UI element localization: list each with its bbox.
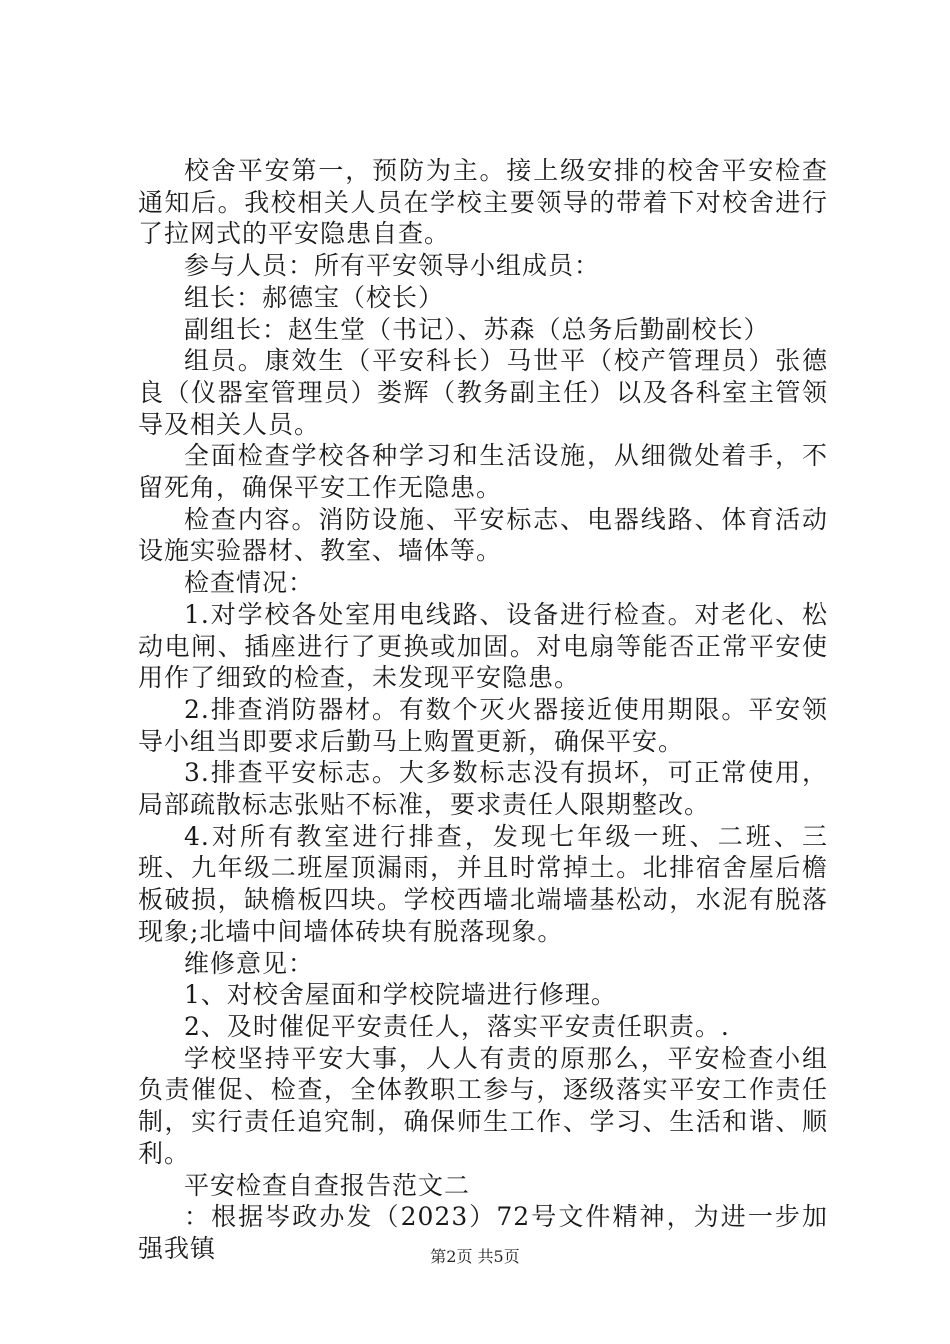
paragraph: 维修意见： xyxy=(184,948,315,978)
paragraph: 组长：郝德宝（校长） xyxy=(184,282,445,312)
paragraph: 1、对校舍屋面和学校院墙进行修理。 xyxy=(184,980,617,1010)
paragraph: 4.对所有教室进行排查，发现七年级一班、二班、三班、九年级二班屋顶漏雨，并且时常掉土。北排宿舍屋后檐板破损，缺檐板四块。学校西墙北端墙基松动，水泥有脱落现象;北墙中间墙体砖块有脱落现象。 xyxy=(138,821,828,946)
paragraph: 全面检查学校各种学习和生活设施，从细微处着手，不留死角，确保平安工作无隐患。 xyxy=(138,441,828,503)
paragraph: 平安检查自查报告范文二 xyxy=(184,1170,471,1200)
paragraph: 检查情况： xyxy=(184,568,315,598)
paragraph: ：根据岑政办发（2023）72号文件精神，为进一步加强我镇 xyxy=(138,1202,828,1263)
paragraph: 2、及时催促平安责任人，落实平安责任职责。. xyxy=(184,1011,730,1041)
paragraph: 2.排查消防器材。有数个灭火器接近使用期限。平安领导小组当即要求后勤马上购置更新，确保平安。 xyxy=(138,694,828,756)
page-number-footer: 第2页 共5页 xyxy=(430,1247,520,1266)
paragraph: 参与人员：所有平安领导小组成员： xyxy=(184,251,601,281)
paragraph: 3.排查平安标志。大多数标志没有损坏，可正常使用，局部疏散标志张贴不标准，要求责任人限期整改。 xyxy=(138,758,828,820)
paragraph: 副组长：赵生堂（书记）、苏森（总务后勤副校长） xyxy=(184,314,770,344)
paragraph: 检查内容。消防设施、平安标志、电器线路、体育活动设施实验器材、教室、墙体等。 xyxy=(138,504,828,566)
paragraph: 校舍平安第一，预防为主。接上级安排的校舍平安检查通知后。我校相关人员在学校主要领导的带着下对校舍进行了拉网式的平安隐患自查。 xyxy=(138,156,828,249)
paragraph: 学校坚持平安大事，人人有责的原那么，平安检查小组负责催促、检查，全体教职工参与，逐级落实平安工作责任制，实行责任追究制，确保师生工作、学习、生活和谐、顺利。 xyxy=(138,1043,828,1168)
paragraph: 1.对学校各处室用电线路、设备进行检查。对老化、松动电闸、插座进行了更换或加固。对电扇等能否正常平安使用作了细致的检查，未发现平安隐患。 xyxy=(138,599,828,693)
paragraph: 组员。康效生（平安科长）马世平（校产管理员）张德良（仪器室管理员）娄辉（教务副主任）以及各科室主管领导及相关人员。 xyxy=(138,346,828,439)
document-body xyxy=(138,155,828,1265)
